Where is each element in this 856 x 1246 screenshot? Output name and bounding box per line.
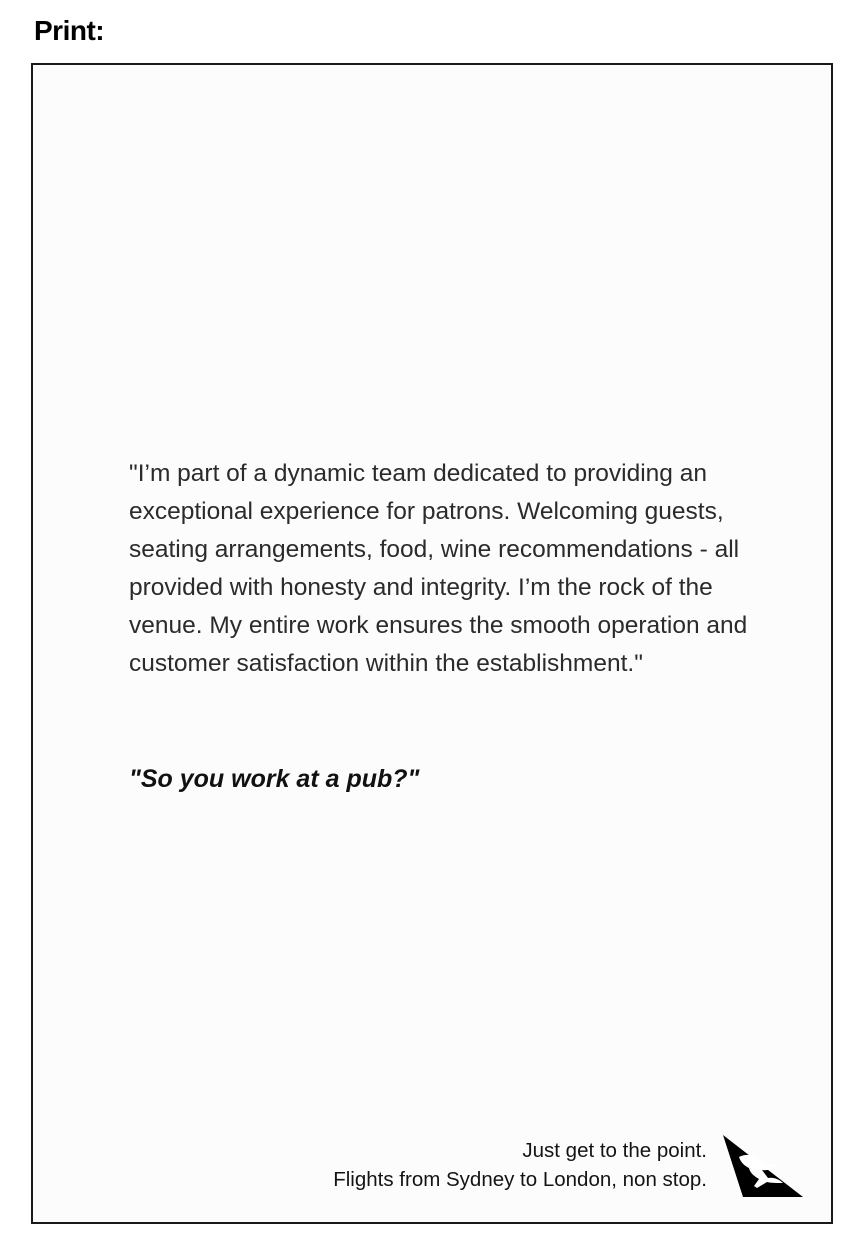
print-ad <box>31 63 833 1224</box>
qantas-logo-icon <box>721 1133 805 1199</box>
ad-body-copy: "I’m part of a dynamic team dedicated to providing an exceptional experience for patrons. Welcoming guests, seating arrangements, food, wine recommendations - all provided with honesty and integrity. I’m the rock of the venue. My entire work ensures the smooth operation and customer satisfaction within the establishment." <box>129 460 748 677</box>
ad-punchline: "So you work at a pub?" <box>129 765 420 793</box>
tagline-line-1: Just get to the point. <box>522 1139 707 1162</box>
section-label: Print: <box>34 15 105 46</box>
ad-tagline <box>333 1136 707 1194</box>
tagline-line-2: Flights from Sydney to London, non stop. <box>333 1168 707 1191</box>
